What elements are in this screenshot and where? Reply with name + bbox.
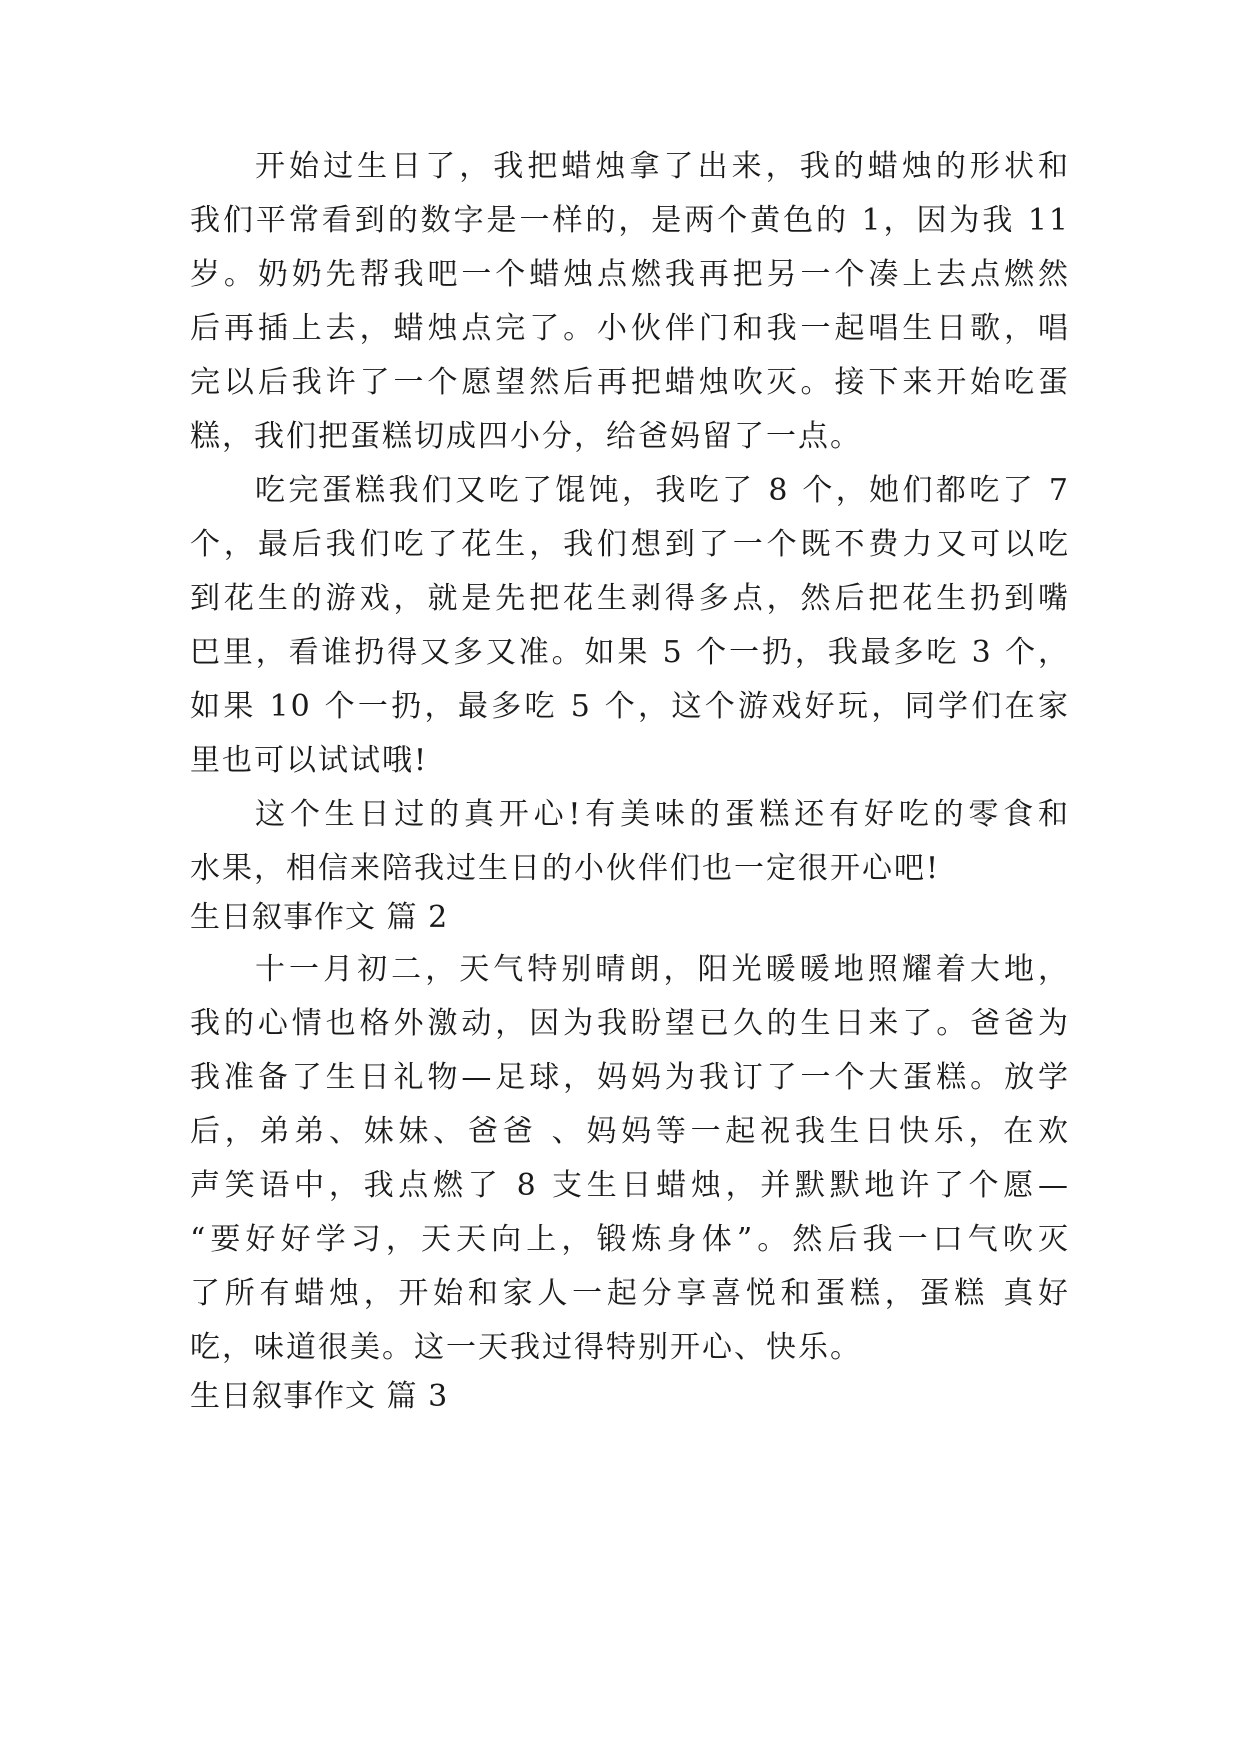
paragraph-2-line-6: 里也可以试试哦! bbox=[190, 743, 429, 778]
paragraph-1-line-4: 后再插上去，蜡烛点完了。小伙伴门和我一起唱生日歌，唱 bbox=[190, 311, 1070, 346]
paragraph-2-line-4: 巴里，看谁扔得又多又准。如果 5 个一扔，我最多吃 3 个， bbox=[190, 635, 1070, 670]
paragraph-4-line-5: 声笑语中，我点燃了 8 支生日蜡烛，并默默地许了个愿— bbox=[190, 1168, 1070, 1203]
paragraph-4-line-8: 吃，味道很美。这一天我过得特别开心、快乐。 bbox=[190, 1330, 862, 1365]
paragraph-1-line-5: 完以后我许了一个愿望然后再把蜡烛吹灭。接下来开始吃蛋 bbox=[190, 365, 1070, 400]
paragraph-4-line-3: 我准备了生日礼物—足球，妈妈为我订了一个大蛋糕。放学 bbox=[190, 1060, 1070, 1095]
paragraph-4-line-7: 了所有蜡烛，开始和家人一起分享喜悦和蛋糕，蛋糕 真好 bbox=[190, 1276, 1070, 1311]
paragraph-4-line-1: 十一月初二，天气特别晴朗，阳光暖暖地照耀着大地， bbox=[255, 952, 1070, 987]
paragraph-1-line-3: 岁。奶奶先帮我吧一个蜡烛点燃我再把另一个凑上去点燃然 bbox=[190, 257, 1070, 292]
paragraph-4-line-6: “要好好学习，天天向上，锻炼身体”。然后我一口气吹灭 bbox=[190, 1222, 1070, 1257]
paragraph-1-line-1: 开始过生日了，我把蜡烛拿了出来，我的蜡烛的形状和 bbox=[255, 149, 1070, 184]
paragraph-4-line-2: 我的心情也格外激动，因为我盼望已久的生日来了。爸爸为 bbox=[190, 1006, 1070, 1041]
paragraph-3-line-2: 水果，相信来陪我过生日的小伙伴们也一定很开心吧! bbox=[190, 851, 941, 886]
section-heading-2: 生日叙事作文 篇 2 bbox=[190, 900, 449, 935]
section-heading-3: 生日叙事作文 篇 3 bbox=[190, 1379, 449, 1414]
paragraph-3-line-1: 这个生日过的真开心!有美味的蛋糕还有好吃的零食和 bbox=[255, 797, 1070, 832]
paragraph-1-line-6: 糕，我们把蛋糕切成四小分，给爸妈留了一点。 bbox=[190, 419, 862, 454]
paragraph-2-line-2: 个，最后我们吃了花生，我们想到了一个既不费力又可以吃 bbox=[190, 527, 1070, 562]
paragraph-2-line-5: 如果 10 个一扔，最多吃 5 个，这个游戏好玩，同学们在家 bbox=[190, 689, 1070, 724]
paragraph-1-line-2: 我们平常看到的数字是一样的，是两个黄色的 1，因为我 11 bbox=[190, 203, 1070, 238]
paragraph-4-line-4: 后，弟弟、妹妹、爸爸 、妈妈等一起祝我生日快乐，在欢 bbox=[190, 1114, 1070, 1149]
paragraph-2-line-1: 吃完蛋糕我们又吃了馄饨，我吃了 8 个，她们都吃了 7 bbox=[255, 473, 1070, 508]
paragraph-2-line-3: 到花生的游戏，就是先把花生剥得多点，然后把花生扔到嘴 bbox=[190, 581, 1070, 616]
